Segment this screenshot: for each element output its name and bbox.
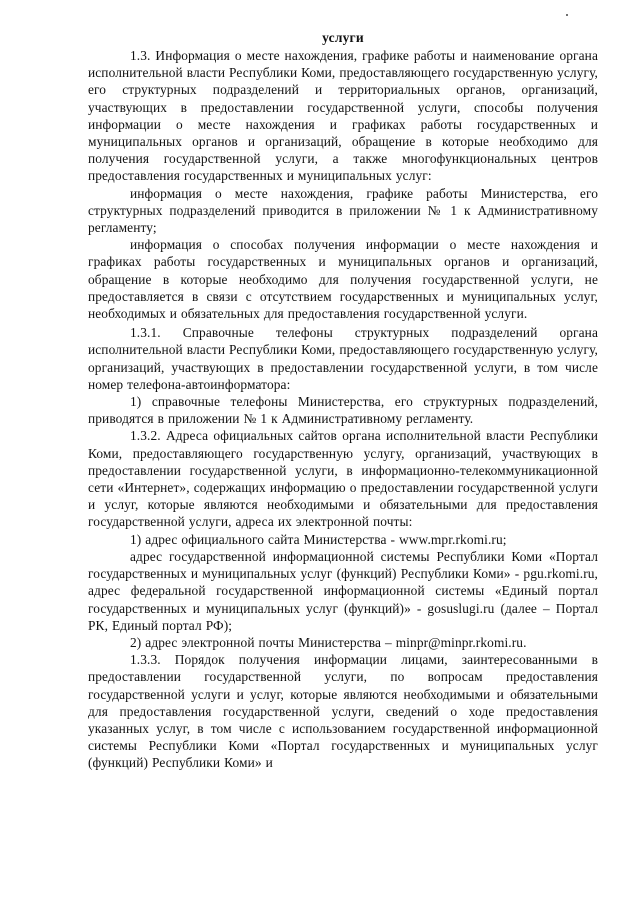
paragraph-1-3: 1.3. Информация о месте нахождения, графике работы и наименование органа исполнительной власти Республики Коми, предоставляющего государственную услугу, его структурных подразделений и территориальных органов, организаций, участвующих в предоставлении государственной услуги, способы получения информации о месте нахождения и графиках работы государственных и муниципальных органов и организаций, обращение в которые необходимо для получения государственной услуги, а также многофункциональных центров предоставления государственных и муниципальных услуг: (88, 48, 598, 184)
paragraph-info-methods: информация о способах получения информации о месте нахождения и графиках работы государственных и муниципальных органов и организаций, обращение в которые необходимо для получения государственной услуги, не предоставляется в связи с отсутствием государственных и муниципальных услуг, необходимых и обязательных для предоставления государственной услуги. (88, 237, 598, 322)
paragraph-portal-addresses: адрес государственной информационной системы Республики Коми «Портал государственных и муниципальных услуг (функций) Республики Коми» - pgu.rkomi.ru, адрес федеральной государственной информационной системы «Единый портал государственных и муниципальных услуг (функций)» - gosuslugi.ru (далее – Портал РК, Единый портал РФ); (88, 548, 598, 633)
page-heading: услуги (322, 30, 364, 45)
paragraph-email-address: 2) адрес электронной почты Министерства – minpr@minpr.rkomi.ru. (130, 634, 527, 650)
paragraph-site-address: 1) адрес официального сайта Министерства - www.mpr.rkomi.ru; (130, 531, 507, 547)
paragraph-1-3-3: 1.3.3. Порядок получения информации лицами, заинтересованными в предоставлении государственной услуги, по вопросам предоставления государственной услуги и услуг, которые являются необходимыми и обязательными для предоставления государственной услуги, сведений о ходе предоставления указанных услуг, в том числе с использованием государственной информационной системы Республики Коми «Портал государственных и муниципальных услуг (функций) Республики Коми» и (88, 652, 598, 771)
paragraph-ministry-location: информация о месте нахождения, графике работы Министерства, его структурных подразделений приводится в приложении № 1 к Административному регламенту; (88, 185, 598, 236)
paragraph-phones: 1) справочные телефоны Министерства, его структурных подразделений, приводятся в приложении № 1 к Административному регламенту. (88, 394, 598, 427)
paragraph-1-3-2: 1.3.2. Адреса официальных сайтов органа исполнительной власти Республики Коми, предоставляющего государственную услугу, организаций, участвующих в предоставлении государственной услуги, в информационно-телекоммуникационной сети «Интернет», содержащих информацию о предоставлении государственной услуги и услуг, которые являются необходимыми и обязательными для предоставления государственной услуги, адреса их электронной почты: (88, 428, 598, 530)
scan-speck (566, 14, 568, 16)
paragraph-1-3-1: 1.3.1. Справочные телефоны структурных подразделений органа исполнительной власти Республики Коми, предоставляющего государственную услугу, организаций, участвующих в предоставлении государственной услуги, в том числе номер телефона-автоинформатора: (88, 325, 598, 392)
